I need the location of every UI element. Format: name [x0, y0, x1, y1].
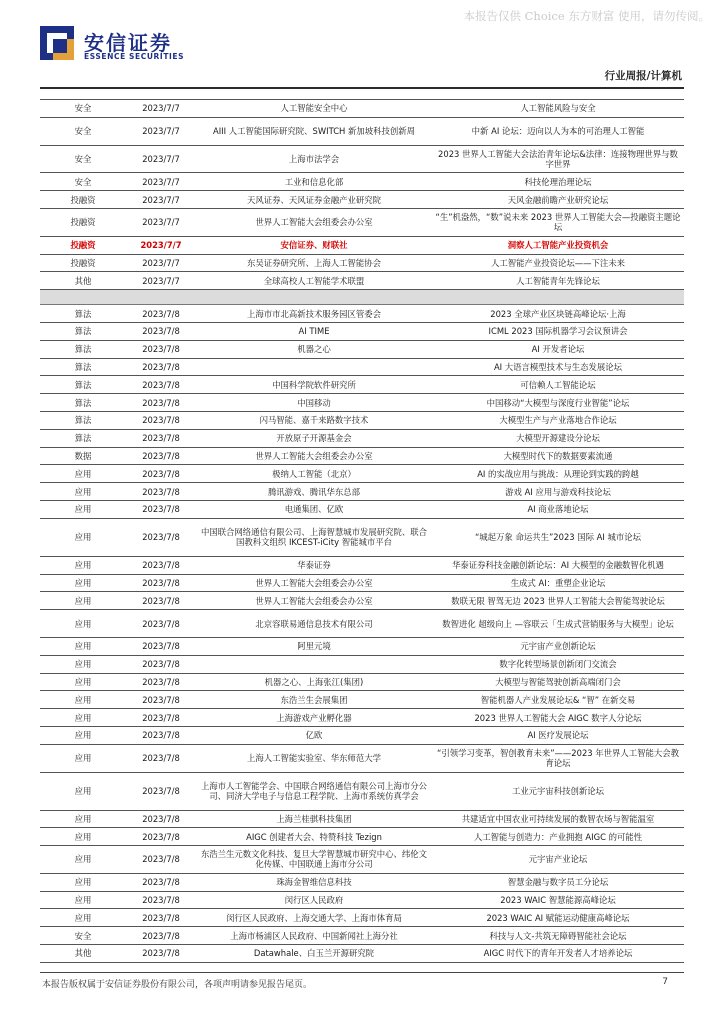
cell-organizer: 东浩兰生会展集团 — [196, 691, 432, 709]
header-divider — [40, 87, 684, 89]
cell-organizer: 上海人工智能实验室、华东师范大学 — [196, 744, 432, 772]
cell-date: 2023/7/7 — [126, 145, 196, 173]
cell-event: 共建适宜中国农业可持续发展的数智农场与智能温室 — [432, 810, 684, 828]
table-row — [40, 592, 684, 610]
cell-event: AI 开发者论坛 — [432, 340, 684, 358]
cell-event: 人工智能青年先锋论坛 — [432, 272, 684, 290]
cell-date: 2023/7/8 — [126, 429, 196, 447]
cell-event: 大模型与智能驾驶创新高端闭门会 — [432, 673, 684, 691]
cell-event: AIGC 时代下的青年开发者人才培养论坛 — [432, 945, 684, 963]
cell-organizer: 闪马智能、嘉千来路数字技术 — [196, 411, 432, 429]
cell-event: 2023 世界人工智能大会法治青年论坛&法律：连接物理世界与数字世界 — [432, 145, 684, 173]
cell-event: AI 商业落地论坛 — [432, 500, 684, 518]
table-row — [40, 556, 684, 574]
cell-category: 安全 — [40, 100, 126, 118]
cell-organizer: AI TIME — [196, 322, 432, 340]
cell-event: 可信赖人工智能论坛 — [432, 376, 684, 394]
table-row — [40, 447, 684, 465]
brand-logo — [40, 26, 230, 66]
table-row — [40, 873, 684, 891]
cell-event: 科技与人文-共筑无障碍智能社会论坛 — [432, 927, 684, 945]
cell-date: 2023/7/8 — [126, 909, 196, 927]
cell-organizer: 世界人工智能大会组委会办公室 — [196, 574, 432, 592]
table-row — [40, 655, 684, 673]
cell-organizer: 机器之心、上海张江(集团) — [196, 673, 432, 691]
cell-date: 2023/7/8 — [126, 927, 196, 945]
cell-organizer: 腾讯游戏、腾讯华东总部 — [196, 483, 432, 501]
cell-event: 人工智能产业投资论坛——下注未来 — [432, 254, 684, 272]
table-row — [40, 305, 684, 323]
cell-event: 2023 WAIC AI 赋能运动健康高峰论坛 — [432, 909, 684, 927]
cell-date: 2023/7/8 — [126, 673, 196, 691]
table-row — [40, 145, 684, 173]
cell-event: ICML 2023 国际机器学习会议预讲会 — [432, 322, 684, 340]
cell-organizer: 上海市法学会 — [196, 145, 432, 173]
cell-date: 2023/7/8 — [126, 411, 196, 429]
cell-organizer: 闵行区人民政府 — [196, 891, 432, 909]
cell-event: AI 医疗发展论坛 — [432, 726, 684, 744]
table-row — [40, 208, 684, 236]
cell-organizer: 人工智能安全中心 — [196, 100, 432, 118]
cell-organizer: 东吴证券研究所、上海人工智能协会 — [196, 254, 432, 272]
cell-organizer: 华泰证券 — [196, 556, 432, 574]
cell-date: 2023/7/8 — [126, 592, 196, 610]
cell-event: 天风金融前瞻产业研究论坛 — [432, 191, 684, 209]
table-row — [40, 236, 684, 254]
cell-organizer: 开放原子开源基金会 — [196, 429, 432, 447]
footer-divider — [40, 972, 684, 973]
cell-date: 2023/7/8 — [126, 655, 196, 673]
cell-organizer: Datawhale、白玉兰开源研究院 — [196, 945, 432, 963]
brand-name-cn: 安信证券 — [84, 31, 172, 55]
cell-category: 应用 — [40, 726, 126, 744]
group-separator-row — [40, 290, 684, 305]
cell-event: 华泰证券科技金融创新论坛：AI 大模型的金融数智化机遇 — [432, 556, 684, 574]
cell-event: 科技伦理治理论坛 — [432, 173, 684, 191]
table-row — [40, 394, 684, 412]
cell-event: 工业元宇宙科技创新论坛 — [432, 772, 684, 810]
table-row — [40, 610, 684, 638]
table-row — [40, 191, 684, 209]
cell-event: 人工智能与创造力：产业拥抱 AIGC 的可能性 — [432, 828, 684, 846]
cell-organizer: 全球高校人工智能学术联盟 — [196, 272, 432, 290]
cell-date: 2023/7/8 — [126, 518, 196, 556]
cell-event: AI 的实战应用与挑战：从理论到实践的跨越 — [432, 465, 684, 483]
table-row — [40, 358, 684, 376]
cell-category: 应用 — [40, 655, 126, 673]
cell-category: 应用 — [40, 465, 126, 483]
cell-event: “城起万象 命运共生”2023 国际 AI 城市论坛 — [432, 518, 684, 556]
cell-event: 2023 WAIC 智慧能源高峰论坛 — [432, 891, 684, 909]
cell-event: 中新 AI 论坛：迈向以人为本的可治理人工智能 — [432, 117, 684, 145]
cell-event: 人工智能风险与安全 — [432, 100, 684, 118]
cell-event: 数字化转型场景创新闭门交流会 — [432, 655, 684, 673]
cell-date: 2023/7/7 — [126, 117, 196, 145]
table-row — [40, 100, 684, 118]
cell-event: 2023 全球产业区块链高峰论坛·上海 — [432, 305, 684, 323]
cell-date: 2023/7/8 — [126, 340, 196, 358]
table-row — [40, 376, 684, 394]
cell-event: “引领学习变革，智创教育未来”——2023 年世界人工智能大会教育论坛 — [432, 744, 684, 772]
table-row — [40, 465, 684, 483]
cell-date: 2023/7/8 — [126, 726, 196, 744]
report-type: 行业周报/计算机 — [604, 70, 682, 82]
cell-date: 2023/7/7 — [126, 272, 196, 290]
cell-category: 其他 — [40, 272, 126, 290]
cell-category: 算法 — [40, 429, 126, 447]
table-row — [40, 726, 684, 744]
cell-date: 2023/7/8 — [126, 574, 196, 592]
cell-date: 2023/7/7 — [126, 191, 196, 209]
cell-organizer: 上海市杨浦区人民政府、中国新闻社上海分社 — [196, 927, 432, 945]
table-row — [40, 483, 684, 501]
cell-category: 应用 — [40, 483, 126, 501]
cell-organizer: 中国联合网络通信有限公司、上海智慧城市发展研究院、联合国教科文组织 IKCEST-iCity 智能城市平台 — [196, 518, 432, 556]
table-row — [40, 411, 684, 429]
events-table-body — [40, 100, 684, 963]
cell-category: 应用 — [40, 873, 126, 891]
cell-event: 生成式 AI：重塑企业论坛 — [432, 574, 684, 592]
table-row — [40, 340, 684, 358]
cell-date: 2023/7/8 — [126, 744, 196, 772]
cell-event: 元宇宙产业论坛 — [432, 846, 684, 874]
cell-event: 大模型时代下的数据要素流通 — [432, 447, 684, 465]
table-row — [40, 117, 684, 145]
cell-date: 2023/7/8 — [126, 691, 196, 709]
cell-date: 2023/7/8 — [126, 500, 196, 518]
cell-category: 算法 — [40, 322, 126, 340]
cell-event: 智慧金融与数字员工分论坛 — [432, 873, 684, 891]
cell-organizer: AIII 人工智能国际研究院、SWITCH 新加坡科技创新周 — [196, 117, 432, 145]
cell-date: 2023/7/8 — [126, 358, 196, 376]
cell-event: “生”机盎然，“数”说未来 2023 世界人工智能大会—投融资主题论坛 — [432, 208, 684, 236]
cell-date: 2023/7/8 — [126, 637, 196, 655]
cell-category: 算法 — [40, 340, 126, 358]
cell-category: 安全 — [40, 927, 126, 945]
table-row — [40, 429, 684, 447]
cell-category: 应用 — [40, 637, 126, 655]
cell-organizer: 阿里元境 — [196, 637, 432, 655]
cell-date: 2023/7/8 — [126, 322, 196, 340]
cell-date: 2023/7/8 — [126, 873, 196, 891]
table-row — [40, 945, 684, 963]
cell-date: 2023/7/8 — [126, 846, 196, 874]
separator-cell — [40, 290, 684, 305]
cell-category: 投融资 — [40, 208, 126, 236]
brand-name-en: ESSENCE SECURITIES — [84, 52, 185, 61]
table-row — [40, 173, 684, 191]
cell-event: 洞察人工智能产业投资机会 — [432, 236, 684, 254]
cell-organizer: 上海市人工智能学会、中国联合网络通信有限公司上海市分公司、同济大学电子与信息工程学院、上海市系统仿真学会 — [196, 772, 432, 810]
cell-category: 其他 — [40, 945, 126, 963]
cell-category: 应用 — [40, 574, 126, 592]
cell-date: 2023/7/7 — [126, 254, 196, 272]
cell-category: 算法 — [40, 411, 126, 429]
table-row — [40, 828, 684, 846]
cell-category: 应用 — [40, 673, 126, 691]
cell-category: 应用 — [40, 592, 126, 610]
cell-date: 2023/7/8 — [126, 556, 196, 574]
cell-event: 游戏 AI 应用与游戏科技论坛 — [432, 483, 684, 501]
cell-date: 2023/7/8 — [126, 772, 196, 810]
table-row — [40, 254, 684, 272]
table-row — [40, 909, 684, 927]
cell-date: 2023/7/8 — [126, 483, 196, 501]
table-row — [40, 891, 684, 909]
cell-date: 2023/7/8 — [126, 305, 196, 323]
cell-category: 应用 — [40, 500, 126, 518]
cell-event: 大模型开源建设分论坛 — [432, 429, 684, 447]
cell-organizer: 上海兰桂骐科技集团 — [196, 810, 432, 828]
cell-category: 安全 — [40, 145, 126, 173]
cell-organizer: 北京容联易通信息技术有限公司 — [196, 610, 432, 638]
cell-event: AI 大语言模型技术与生态发展论坛 — [432, 358, 684, 376]
cell-category: 投融资 — [40, 191, 126, 209]
cell-organizer: 中国科学院软件研究所 — [196, 376, 432, 394]
cell-organizer: 珠海金智维信息科技 — [196, 873, 432, 891]
table-row — [40, 927, 684, 945]
cell-date: 2023/7/8 — [126, 810, 196, 828]
cell-category: 安全 — [40, 117, 126, 145]
cell-category: 安全 — [40, 173, 126, 191]
cell-organizer: 天风证券、天风证券金融产业研究院 — [196, 191, 432, 209]
cell-organizer: 世界人工智能大会组委会办公室 — [196, 447, 432, 465]
cell-date: 2023/7/7 — [126, 208, 196, 236]
cell-category: 数据 — [40, 447, 126, 465]
cell-date: 2023/7/7 — [126, 173, 196, 191]
cell-date: 2023/7/7 — [126, 236, 196, 254]
table-row — [40, 500, 684, 518]
cell-date: 2023/7/8 — [126, 891, 196, 909]
cell-date: 2023/7/8 — [126, 945, 196, 963]
cell-date: 2023/7/8 — [126, 447, 196, 465]
cell-event: 元宇宙产业创新论坛 — [432, 637, 684, 655]
table-row — [40, 846, 684, 874]
table-row — [40, 709, 684, 727]
cell-category: 投融资 — [40, 236, 126, 254]
cell-organizer: 东浩兰生元数文化科技、复旦大学智慧城市研究中心、纬伦文化传媒、中国联通上海市分公司 — [196, 846, 432, 874]
cell-category: 应用 — [40, 772, 126, 810]
table-row — [40, 272, 684, 290]
table-row — [40, 637, 684, 655]
cell-date: 2023/7/8 — [126, 376, 196, 394]
cell-organizer: 亿欧 — [196, 726, 432, 744]
cell-organizer: 电通集团、亿欧 — [196, 500, 432, 518]
cell-category: 投融资 — [40, 254, 126, 272]
cell-organizer: AIGC 创建者大会、特赞科技 Tezign — [196, 828, 432, 846]
cell-category: 应用 — [40, 846, 126, 874]
cell-category: 应用 — [40, 828, 126, 846]
logo-mark-icon — [40, 26, 74, 60]
cell-category: 应用 — [40, 518, 126, 556]
cell-organizer — [196, 358, 432, 376]
cell-organizer — [196, 655, 432, 673]
cell-event: 智能机器人产业发展论坛& “智” 在新交易 — [432, 691, 684, 709]
table-row — [40, 322, 684, 340]
cell-event: 大模型生产与产业落地合作论坛 — [432, 411, 684, 429]
cell-organizer: 工业和信息化部 — [196, 173, 432, 191]
cell-organizer: 上海市市北高新技术服务园区管委会 — [196, 305, 432, 323]
table-row — [40, 574, 684, 592]
table-row — [40, 810, 684, 828]
cell-date: 2023/7/8 — [126, 709, 196, 727]
cell-category: 应用 — [40, 810, 126, 828]
table-row — [40, 772, 684, 810]
cell-category: 应用 — [40, 610, 126, 638]
cell-date: 2023/7/8 — [126, 828, 196, 846]
cell-category: 算法 — [40, 394, 126, 412]
table-row — [40, 518, 684, 556]
cell-organizer: 上海游戏产业孵化器 — [196, 709, 432, 727]
cell-date: 2023/7/8 — [126, 394, 196, 412]
page-number: 7 — [662, 977, 668, 987]
cell-category: 算法 — [40, 376, 126, 394]
cell-event: 2023 世界人工智能大会 AIGC 数字人分论坛 — [432, 709, 684, 727]
cell-date: 2023/7/7 — [126, 100, 196, 118]
cell-category: 应用 — [40, 691, 126, 709]
cell-category: 应用 — [40, 556, 126, 574]
table-row — [40, 691, 684, 709]
cell-organizer: 机器之心 — [196, 340, 432, 358]
cell-category: 算法 — [40, 305, 126, 323]
events-table — [40, 99, 684, 963]
cell-category: 应用 — [40, 891, 126, 909]
cell-organizer: 世界人工智能大会组委会办公室 — [196, 208, 432, 236]
cell-organizer: 世界人工智能大会组委会办公室 — [196, 592, 432, 610]
cell-organizer: 闵行区人民政府、上海交通大学、上海市体育局 — [196, 909, 432, 927]
cell-category: 应用 — [40, 744, 126, 772]
cell-event: 中国移动“大模型与深度行业智能”论坛 — [432, 394, 684, 412]
footer-disclaimer: 本报告版权属于安信证券股份有限公司，各项声明请参见报告尾页。 — [42, 980, 313, 990]
table-row — [40, 744, 684, 772]
cell-category: 应用 — [40, 709, 126, 727]
cell-date: 2023/7/8 — [126, 465, 196, 483]
cell-organizer: 安信证券、财联社 — [196, 236, 432, 254]
cell-date: 2023/7/8 — [126, 610, 196, 638]
cell-category: 应用 — [40, 909, 126, 927]
cell-event: 数智进化 超级向上 —容联云「生成式营销服务与大模型」论坛 — [432, 610, 684, 638]
table-row — [40, 673, 684, 691]
cell-event: 数联无限 智驾无边 2023 世界人工智能大会智能驾驶论坛 — [432, 592, 684, 610]
cell-organizer: 中国移动 — [196, 394, 432, 412]
cell-organizer: 极纳人工智能（北京） — [196, 465, 432, 483]
watermark: 本报告仅供 Choice 东方财富 使用，请勿传阅。 — [463, 9, 710, 23]
cell-category: 算法 — [40, 358, 126, 376]
